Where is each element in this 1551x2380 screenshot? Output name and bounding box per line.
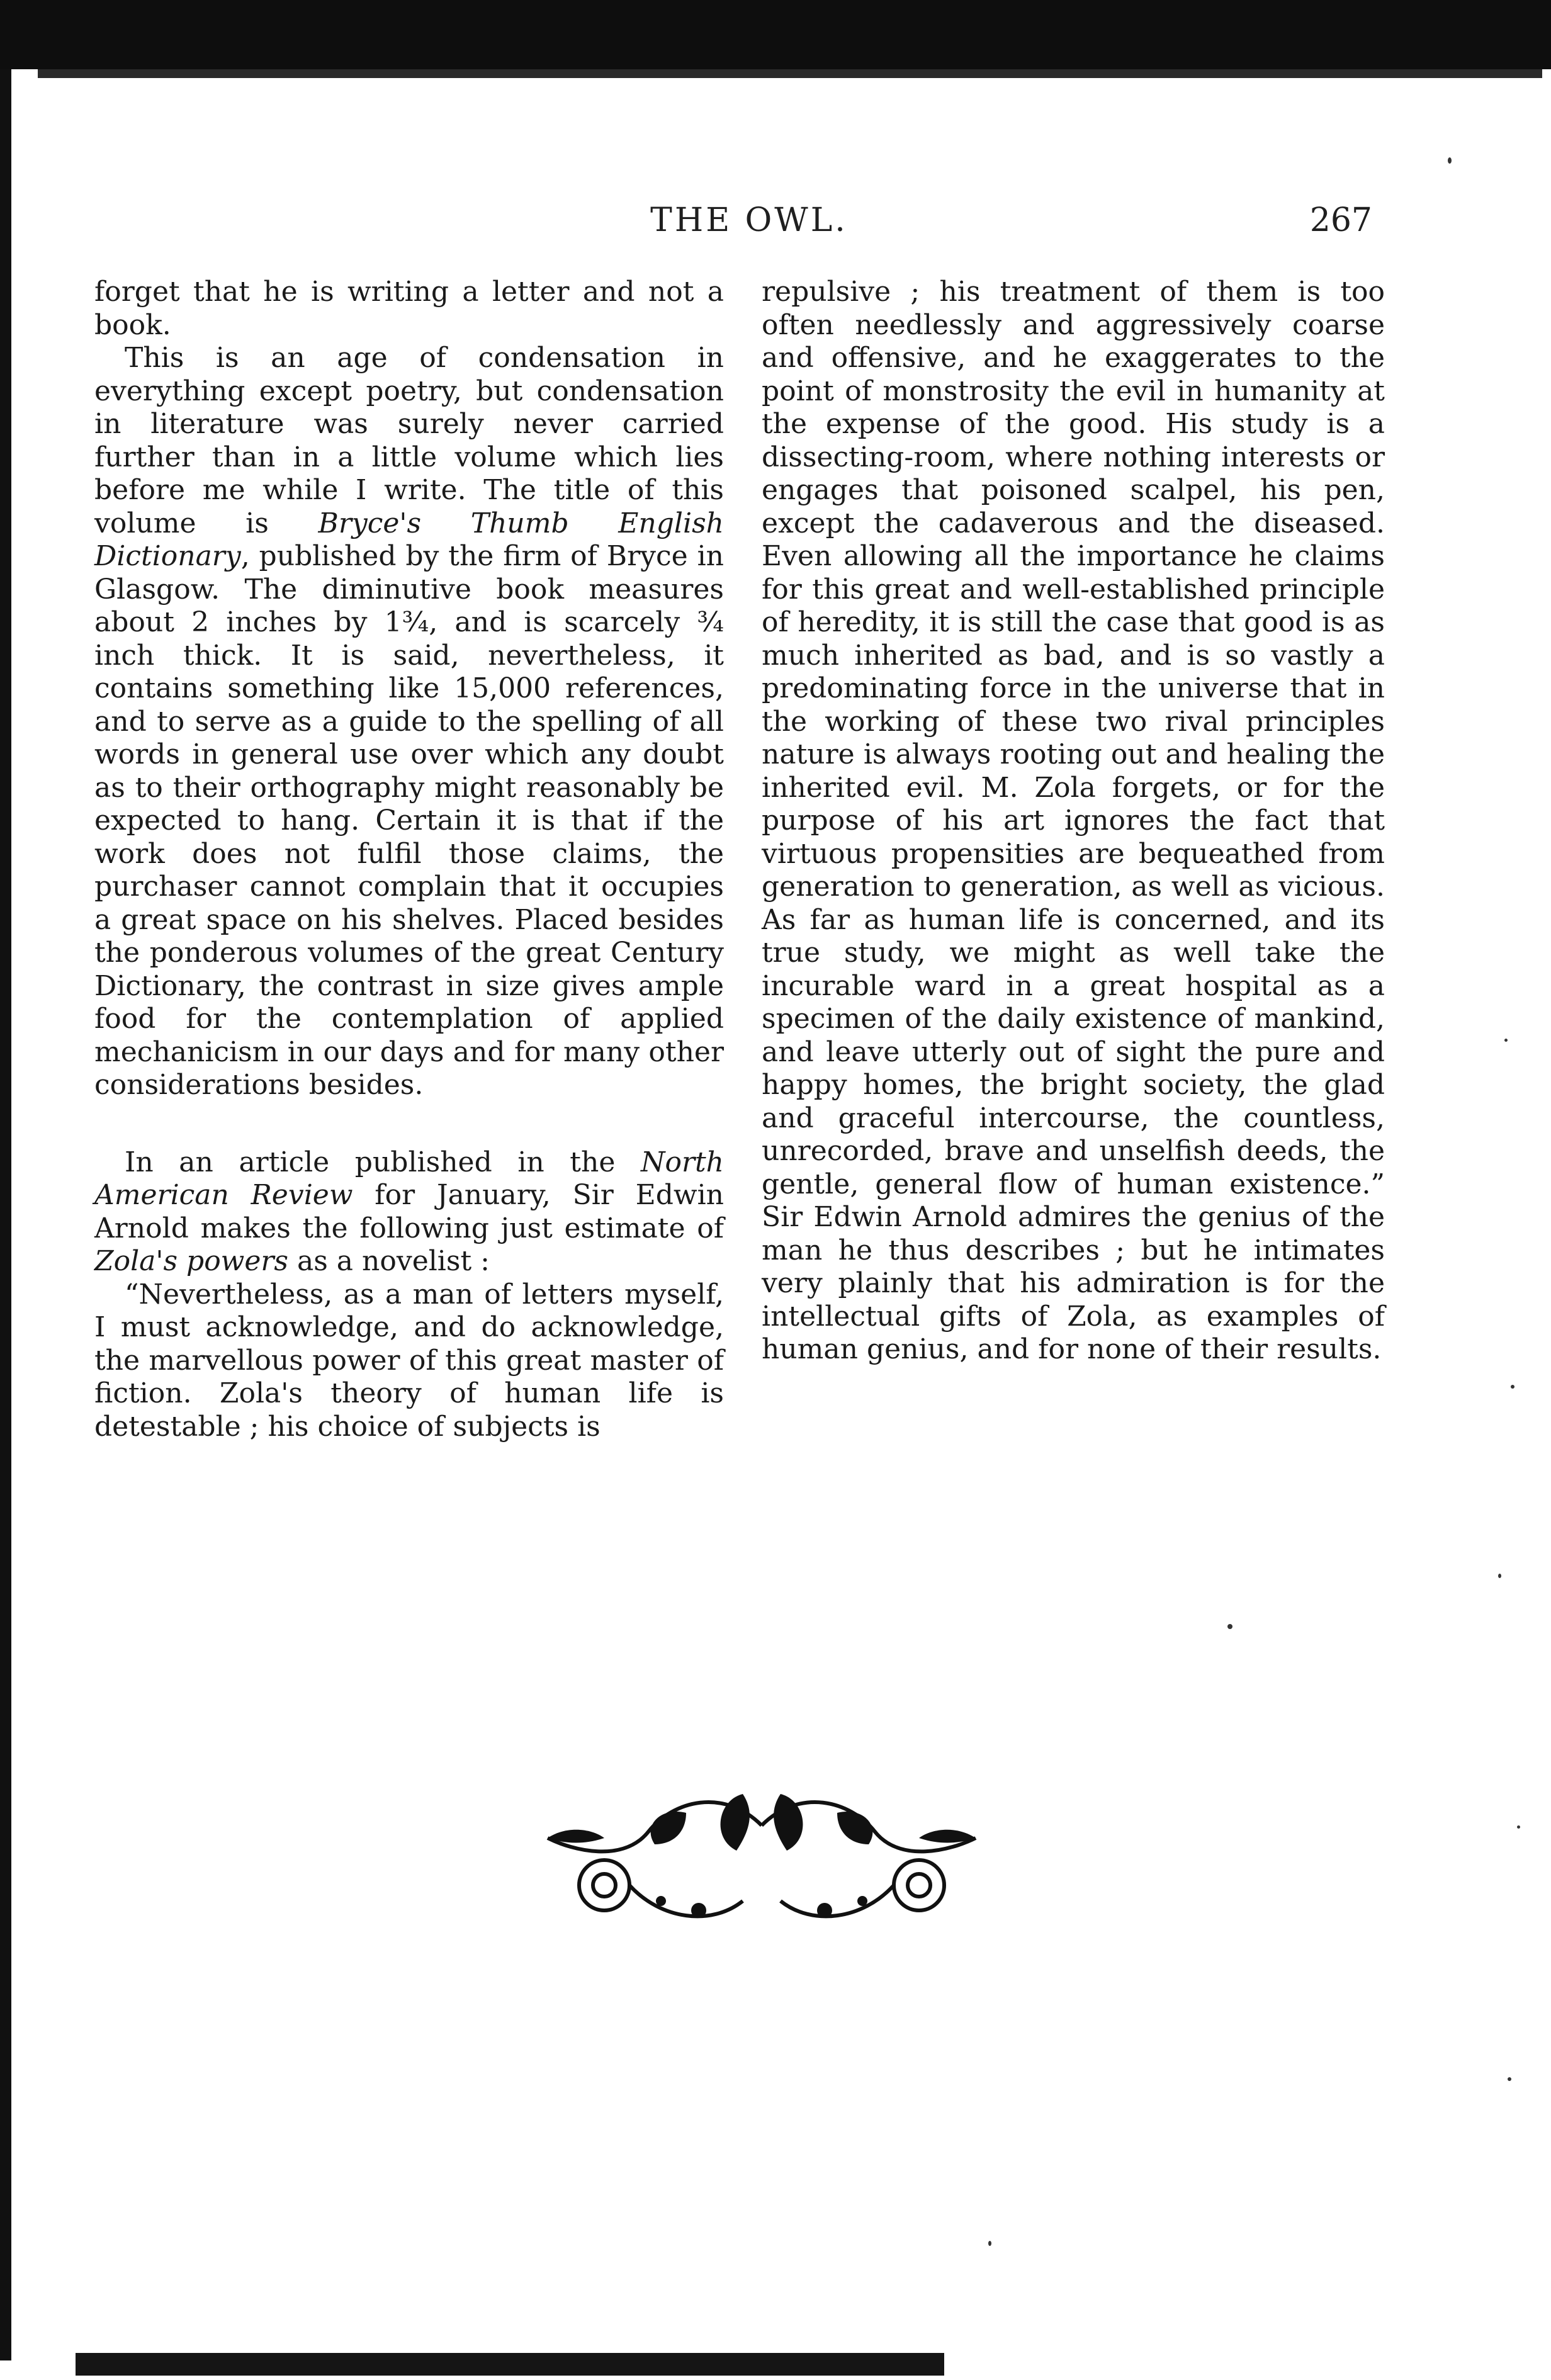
right-column xyxy=(762,276,1385,1367)
left-column xyxy=(94,276,724,1443)
scan-top-border xyxy=(0,0,1551,69)
paragraph-quotation: “Nevertheless, as a man of letters myself, I must acknowledge, and do acknowledge, the marvellous power of this great master of fiction. Zola's theory of human life is detestable ; his choice of subjects is xyxy=(94,1278,724,1443)
paragraph-quotation-continued: repulsive ; his treatment of them is too often needlessly and aggressively coarse and offensive, and he exaggerates to the point of monstrosity the evil in humanity at the expense of the good. His study is a dissecting-room, where nothing interests or engages that poisoned scalpel, his pen, except the cadaverous and the diseased. Even allowing all the importance he claims for this great and well-established principle of heredity, it is still the case that good is as much inherited as bad, and is so vastly a predominating force in the universe that in the working of these two rival principles nature is always rooting out and healing the inherited evil. M. Zola forgets, or for the purpose of his art ignores the fact that virtuous propensities are bequeathed from generation to generation, as well as vicious. As far as human life is concerned, and its true study, we might as well take the incurable ward in a great hospital as a specimen of the daily existence of mankind, and leave utterly out of sight the pure and happy homes, the bright society, the glad and graceful intercourse, the countless, unrecorded, brave and unselfish deeds, the gentle, general flow of human existence.” Sir Edwin Arnold admires the genius of the man he thus describes ; but he intimates very plainly that his admiration is for the intellectual gifts of Zola, as examples of human genius, and for none of their results. xyxy=(762,276,1385,1365)
scan-bottom-border xyxy=(76,2353,944,2376)
page-number: 267 xyxy=(1309,201,1372,239)
text-run: for January, Sir Edwin Arnold makes the following just estimate of xyxy=(94,1179,725,1244)
paragraph-continuation: forget that he is writing a letter and not a book. xyxy=(94,276,724,341)
paragraph-condensation xyxy=(94,342,724,1102)
scan-speck xyxy=(988,2241,991,2246)
emphasis-powers: Zola's powers xyxy=(94,1245,288,1277)
scan-speck xyxy=(1227,1624,1232,1629)
book-title: Bryce's Thumb English Dictionary xyxy=(94,507,724,572)
page-header xyxy=(0,201,1551,258)
running-title: THE OWL. xyxy=(650,201,848,239)
scan-speck xyxy=(1511,1385,1514,1389)
floral-tailpiece-icon xyxy=(535,1775,988,1939)
scan-speck xyxy=(1448,157,1452,164)
scan-left-border xyxy=(0,69,11,2360)
text-run: as a novelist : xyxy=(288,1245,490,1277)
text-run: , published by the firm of Bryce in Glasgow. The diminutive book measures about 2 inches by 1¾, and is scarcely ¾ inch thick. It is said, nevertheless, it contains something like 15,000 references, and to serve as a guide to the spelling of all words in general use over which any doubt as to their orthography might reasonably be expected to hang. Certain it is that if the work does not fulfil those claims, the purchaser cannot complain that it occupies a great space on his shelves. Placed besides the ponderous volumes of the great Century Dictionary, the contrast in size gives ample food for the contemplation of applied mechanicism in our days and for many other considerations besides. xyxy=(94,540,724,1101)
scan-speck xyxy=(1517,1825,1520,1829)
journal-title: North American Review xyxy=(94,1146,724,1211)
scan-speck xyxy=(1508,2077,1511,2081)
scan-top-shadow xyxy=(38,69,1542,78)
paragraph-article xyxy=(94,1146,724,1278)
scan-speck xyxy=(1504,1039,1508,1042)
text-run: In an article published in the xyxy=(125,1146,641,1178)
text-run: This is an age of condensation in everything except poetry, but condensation in literature was surely never carried further than in a little volume which lies before me while I write. The title of this volume is xyxy=(94,342,724,539)
scan-speck xyxy=(1498,1574,1501,1578)
